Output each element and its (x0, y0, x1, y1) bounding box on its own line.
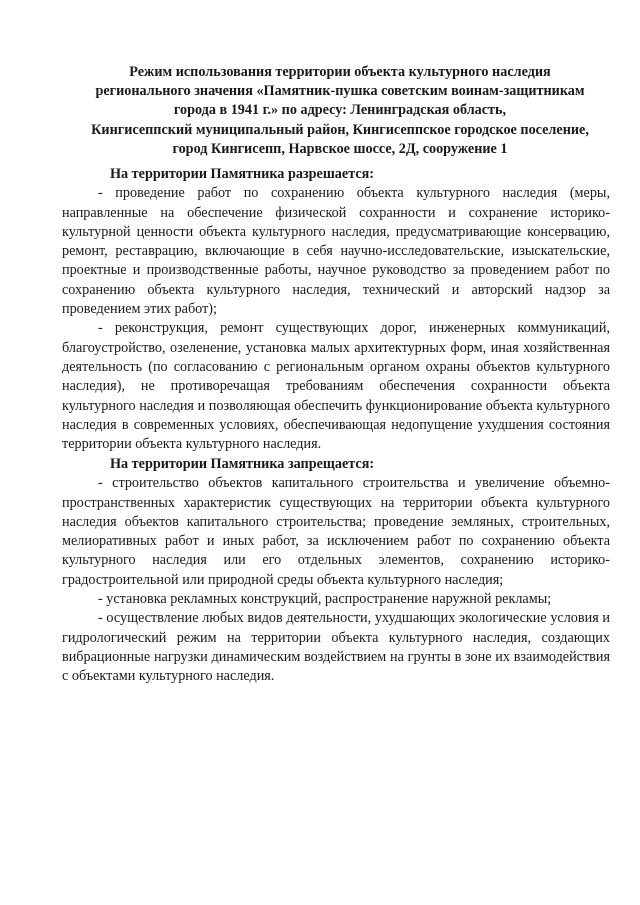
document-title (60, 63, 620, 159)
title-line: города в 1941 г.» по адресу: Ленинградская область, (173, 102, 507, 119)
prohibited-item: - установка рекламных конструкций, распространение наружной рекламы; (98, 591, 552, 608)
prohibited-item: - осуществление любых видов деятельности, ухудшающих экологические условия и гидрологический режим на территории объекта культурного наследия, создающих вибрационные нагрузки динамическим воздействием на грунты в зоне их взаимодействия с объектами культурного наследия. (62, 610, 610, 685)
allowed-section (62, 165, 610, 454)
allowed-heading: На территории Памятника разрешается: (110, 166, 375, 182)
allowed-item: - реконструкция, ремонт существующих дорог, инженерных коммуникаций, благоустройство, озеленение, установка малых архитектурных форм, иная хозяйственная деятельность (по согласованию с региональным органом охраны объектов культурного наследия), не противоречащая требованиям обеспечения сохранности объекта культурного наследия и позволяющая обеспечить функционирование объекта культурного наследия в современных условиях, обеспечивающая недопущение ухудшения состояния территории объекта культурного наследия. (62, 320, 610, 453)
title-line: Кингисеппский муниципальный район, Кингисеппское городское поселение, (91, 121, 589, 138)
prohibited-item: - строительство объектов капитального строительства и увеличение объемно-пространственных характеристик существующих на территории объекта культурного наследия объектов капитального строительства; проведение земляных, строительных, мелиоративных работ и иных работ, за исключением работ по сохранению объекта культурного наследия или его отдельных элементов, сохранению историко-градостроительной или природной среды объекта культурного наследия; (62, 475, 610, 588)
title-line: Режим использования территории объекта культурного наследия (129, 64, 551, 80)
allowed-item: - проведение работ по сохранению объекта культурного наследия (меры, направленные на обеспечение физической сохранности и сохранение историко-культурной ценности объекта культурного наследия, предусматривающие консервацию, ремонт, реставрацию, включающие в себя научно-исследовательские, изыскательские, проектные и производственные работы, научное руководство за проведением работ по сохранению объекта культурного наследия, технический и авторский надзор за проведением этих работ); (62, 185, 610, 318)
prohibited-section (62, 455, 610, 687)
title-line: город Кингисепп, Нарвское шоссе, 2Д, сооружение 1 (172, 140, 508, 157)
title-line: регионального значения «Памятник-пушка советским воинам-защитникам (95, 83, 585, 100)
prohibited-heading: На территории Памятника запрещается: (110, 456, 375, 472)
